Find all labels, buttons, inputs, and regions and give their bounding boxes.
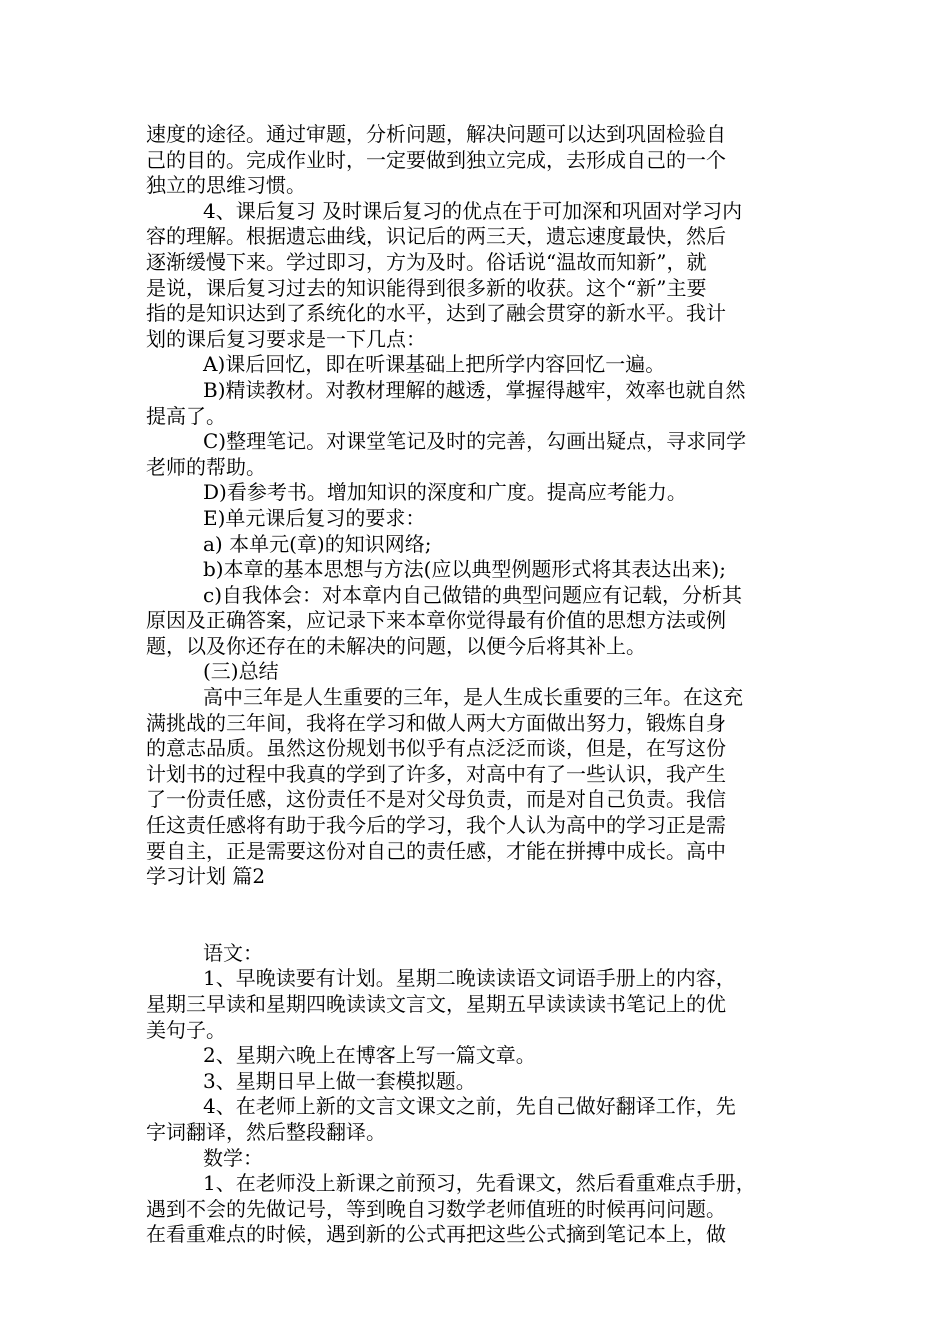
- text-line: 题，以及你还存在的未解决的问题，以便今后将其补上。: [146, 633, 646, 658]
- text-line: 原因及正确答案，应记录下来本章你觉得最有价值的思想方法或例: [146, 608, 726, 633]
- text-line: 指的是知识达到了系统化的水平，达到了融会贯穿的新水平。我计: [146, 301, 726, 326]
- blank-gap: [146, 890, 830, 941]
- text-line: E)单元课后复习的要求：: [203, 505, 426, 530]
- text-line: B)精读教材。对教材理解的越透，掌握得越牢，效率也就自然: [203, 377, 746, 402]
- text-line: A)课后回忆，即在听课基础上把所学内容回忆一遍。: [203, 352, 666, 377]
- text-line: 提高了。: [146, 403, 226, 428]
- text-line: c)自我体会：对本章内自己做错的典型问题应有记载，分析其: [203, 582, 743, 607]
- text-line: 要自主，正是需要这份对自己的责任感，才能在拼搏中成长。高中: [146, 838, 726, 863]
- text-line: 在看重难点的时候，遇到新的公式再把这些公式摘到笔记本上，做: [146, 1222, 726, 1247]
- text-line: 高中三年是人生重要的三年，是人生成长重要的三年。在这充: [203, 685, 743, 710]
- text-line: 满挑战的三年间，我将在学习和做人两大方面做出努力，锻炼自身: [146, 710, 726, 735]
- text-line: 任这责任感将有助于我今后的学习，我个人认为高中的学习正是需: [146, 813, 726, 838]
- text-line: 容的理解。根据遗忘曲线，识记后的两三天，遗忘速度最快，然后: [146, 224, 726, 249]
- section-heading: 语文：: [203, 940, 263, 965]
- text-line: 划的课后复习要求是一下几点：: [146, 326, 426, 351]
- text-line: C)整理笔记。对课堂笔记及时的完善，勾画出疑点，寻求同学: [203, 429, 747, 454]
- text-line: 4、课后复习 及时课后复习的优点在于可加深和巩固对学习内: [203, 198, 743, 223]
- text-line: 老师的帮助。: [146, 454, 266, 479]
- text-line: 4、在老师上新的文言文课文之前，先自己做好翻译工作，先: [203, 1094, 736, 1119]
- text-line: a) 本单元(章)的知识网络;: [203, 531, 432, 556]
- text-line: 遇到不会的先做记号，等到晚自习数学老师值班的时候再问问题。: [146, 1196, 726, 1221]
- text-line: 的意志品质。虽然这份规划书似乎有点泛泛而谈，但是，在写这份: [146, 736, 726, 761]
- text-line: 逐渐缓慢下来。学过即习，方为及时。俗话说“温故而知新”，就: [146, 249, 707, 274]
- text-line: 独立的思维习惯。: [146, 173, 306, 198]
- text-line: D)看参考书。增加知识的深度和广度。提高应考能力。: [203, 480, 687, 505]
- text-line: 字词翻译，然后整段翻译。: [146, 1119, 386, 1144]
- text-line: 学习计划 篇2: [146, 864, 266, 889]
- text-line: 了一份责任感，这份责任不是对父母负责，而是对自己负责。我信: [146, 787, 726, 812]
- text-line: 2、星期六晚上在博客上写一篇文章。: [203, 1043, 536, 1068]
- text-line: b)本章的基本思想与方法(应以典型例题形式将其表达出来);: [203, 557, 726, 582]
- text-line: 3、星期日早上做一套模拟题。: [203, 1068, 476, 1093]
- text-line: 美句子。: [146, 1017, 226, 1042]
- text-line: 计划书的过程中我真的学到了许多，对高中有了一些认识，我产生: [146, 761, 726, 786]
- text-line: 1、早晚读要有计划。星期二晚读读语文词语手册上的内容，: [203, 966, 736, 991]
- text-line: 星期三早读和星期四晚读读文言文，星期五早读读读书笔记上的优: [146, 992, 726, 1016]
- document-body: [146, 122, 830, 1248]
- text-line: 1、在老师没上新课之前预习，先看课文，然后看重难点手册，: [203, 1171, 756, 1196]
- section-heading: 数学：: [203, 1145, 263, 1170]
- text-line: 己的目的。完成作业时，一定要做到独立完成，去形成自己的一个: [146, 147, 726, 172]
- section-heading: (三)总结: [203, 659, 279, 684]
- text-line: 速度的途径。通过审题，分析问题，解决问题可以达到巩固检验自: [146, 122, 726, 146]
- text-line: 是说，课后复习过去的知识能得到很多新的收获。这个“新”主要: [146, 275, 707, 300]
